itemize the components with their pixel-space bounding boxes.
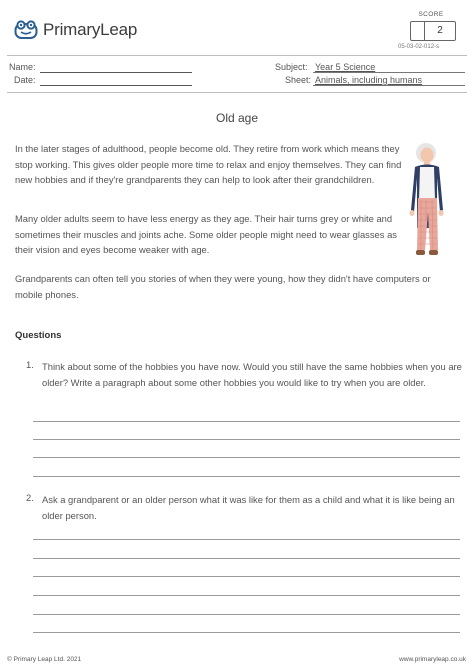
- answer-line[interactable]: [33, 558, 460, 559]
- answer-line[interactable]: [33, 576, 460, 577]
- score-label: SCORE: [418, 11, 444, 18]
- sheet-line: [313, 85, 465, 86]
- fields-divider: [7, 92, 467, 93]
- answer-line[interactable]: [33, 595, 460, 596]
- sheet-value: Animals, including humans: [315, 75, 423, 85]
- frog-logo-icon: [14, 20, 38, 40]
- question-2-text: Ask a grandparent or an older person what it was like for them as a child and what it is like being an older person.: [42, 494, 455, 521]
- footer-url[interactable]: www.primaryleap.co.uk: [399, 656, 466, 663]
- answer-line[interactable]: [33, 476, 460, 477]
- answer-line[interactable]: [33, 439, 460, 440]
- question-2-number: 2.: [26, 492, 34, 503]
- name-field[interactable]: [40, 72, 192, 73]
- worksheet-code: 05-03-02-012-s: [398, 44, 440, 50]
- score-value: 2: [424, 22, 455, 40]
- answer-line[interactable]: [33, 421, 460, 422]
- worksheet-title: Old age: [215, 111, 259, 125]
- header-divider: [7, 55, 467, 56]
- answer-line[interactable]: [33, 539, 460, 540]
- score-box: [410, 21, 456, 41]
- answer-line[interactable]: [33, 632, 460, 633]
- grandmother-illustration: [404, 140, 454, 268]
- date-field[interactable]: [40, 85, 192, 86]
- passage-paragraph-2: Many older adults seem to have less energy as they age. Their hair turns grey or white and sometimes their muscles and joints ache. Some older people might need to wear glasses as their vision and eyes become weaker with age.: [15, 213, 397, 256]
- passage-paragraph-3: Grandparents can often tell you stories of when they were young, how they didn't have computers or mobile phones.: [15, 273, 431, 300]
- questions-heading: Questions: [15, 330, 62, 341]
- answer-line[interactable]: [33, 614, 460, 615]
- date-label: Date:: [14, 75, 36, 85]
- subject-label: Subject:: [275, 62, 308, 72]
- answer-line[interactable]: [33, 457, 460, 458]
- subject-value: Year 5 Science: [315, 62, 376, 72]
- subject-line: [313, 72, 465, 73]
- brand-logo: [14, 20, 137, 40]
- brand-name: PrimaryLeap: [43, 20, 138, 39]
- name-label: Name:: [9, 62, 36, 72]
- passage-paragraph-1: In the later stages of adulthood, people become old. They retire from work which means they stop working. This gives older people more time to relax and enjoy themselves. They can find new hobbies and if they're grandparents they can help to look after their grandchildren.: [15, 143, 402, 186]
- sheet-label: Sheet:: [285, 75, 312, 85]
- footer-copyright: © Primary Leap Ltd. 2021: [7, 656, 82, 663]
- question-1-number: 1.: [26, 359, 34, 370]
- question-1-text: Think about some of the hobbies you have now. Would you still have the same hobbies when you are older? Write a paragraph about some other hobbies you would like to try when you are older.: [42, 361, 462, 388]
